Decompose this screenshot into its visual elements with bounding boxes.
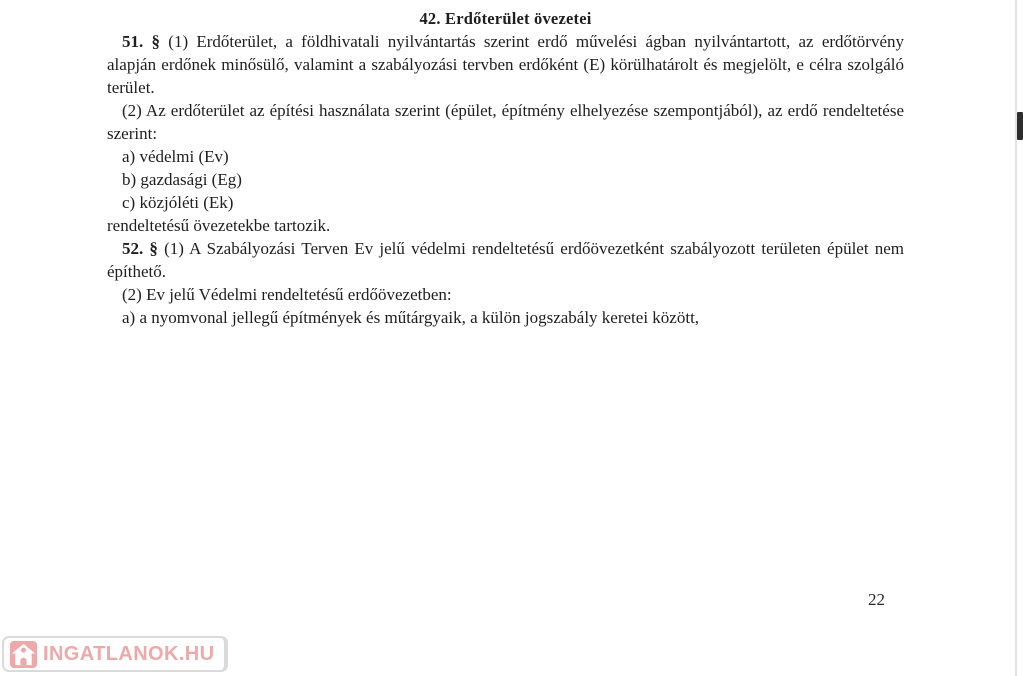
paragraph-52-2-text: (2) Ev jelű Védelmi rendeltetésű erdőövezetben: — [122, 285, 452, 304]
scan-edge-line — [1015, 0, 1017, 676]
list-item-c — [107, 191, 904, 214]
paragraph-51-2-text: (2) Az erdőterület az építési használata szerint (épület, építmény elhelyezése szempontjából), az erdő rendeltetése szerint: — [107, 101, 904, 143]
watermark-badge — [2, 636, 228, 672]
list-item-a2-text: a) a nyomvonal jellegű építmények és műtárgyaik, a külön jogszabály keretei között, — [122, 308, 700, 327]
list-item-b-text: b) gazdasági (Eg) — [122, 170, 242, 189]
list-item-a2 — [107, 306, 904, 329]
list-item-a-text: a) védelmi (Ev) — [122, 147, 229, 166]
closing-line-text: rendeltetésű övezetekbe tartozik. — [107, 216, 331, 235]
page-title: 42. Erdőterület övezetei — [419, 9, 592, 28]
paragraph-51-text: (1) Erdőterület, a földhivatali nyilvántartás szerint erdő művelési ágban nyilvántartott, az erdőtörvény alapján erdőnek minősülő, valamint a szabályozási tervben erdőként (E) körülhatárolt és megjelölt, e célra szolgáló terület. — [107, 32, 904, 97]
house-icon — [10, 641, 43, 668]
section-number-51: 51. § — [122, 32, 161, 51]
list-item-b — [107, 168, 904, 191]
page-number: 22 — [868, 590, 885, 609]
closing-line — [107, 214, 904, 237]
paragraph-51 — [107, 30, 904, 99]
list-item-a — [107, 145, 904, 168]
list-item-c-text: c) közjóléti (Ek) — [122, 193, 234, 212]
document-page — [107, 0, 904, 329]
paragraph-51-2 — [107, 99, 904, 145]
watermark-label: INGATLANOK.HU — [43, 642, 215, 665]
section-number-52: 52. § — [122, 239, 158, 258]
paragraph-52 — [107, 237, 904, 283]
paragraph-52-2 — [107, 283, 904, 306]
scan-artifact-mark — [1017, 112, 1023, 140]
paragraph-52-text: (1) A Szabályozási Terven Ev jelű védelmi rendeltetésű erdőövezetként szabályozott területen épület nem építhető. — [107, 239, 905, 281]
